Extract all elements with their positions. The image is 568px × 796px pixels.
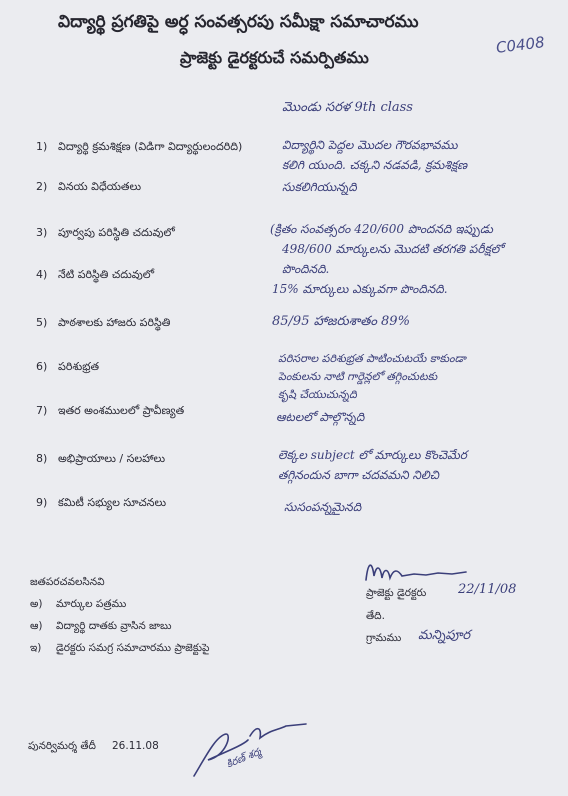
item-2-label: వినయ విధేయతలు [58, 180, 142, 193]
item-8-label: అభిప్రాయాలు / సలహాలు [58, 452, 166, 465]
village-name: మన్నిపూర [418, 628, 471, 643]
director-sign-date: 22/11/08 [458, 582, 517, 597]
item-3-number: 3) [36, 226, 48, 239]
attachment-3-mark: ఇ) [30, 642, 42, 654]
item-4-label: నేటి పరిస్థితి చదువులో [58, 268, 155, 281]
item-1-label: విద్యార్థి క్రమశిక్షణ (విడిగా విద్యార్థులందరిది) [58, 140, 243, 153]
item-8-number: 8) [36, 452, 48, 465]
item-4-number: 4) [36, 268, 48, 281]
attachment-3-text: డైరక్టరు సమగ్ర సమాచారము ప్రాజెక్టుపై [56, 642, 210, 654]
response-6-line-3: కృషి చేయుచున్నది [278, 388, 357, 401]
response-3-line-2: 498/600 మార్కులను మొదటి తరగతి పరీక్షలో [282, 242, 504, 256]
village-label: గ్రామము [366, 632, 402, 644]
attachments-heading: జతపరచవలసినవి [30, 576, 105, 588]
response-5-line-1: 85/95 హాజరుశాతం 89% [272, 314, 410, 329]
response-3-line-3: పొందినది. [282, 262, 330, 276]
response-6-line-2: పెంకులను నాటి గార్డెన్లలో తగ్గించుటకు [278, 370, 438, 383]
attachment-2-mark: ఆ) [30, 620, 43, 632]
attachment-2-text: విద్యార్థి దాతకు వ్రాసిన జాబు [56, 620, 172, 632]
reviewer-signature-text: కిరణ్ శర్మ [225, 746, 263, 771]
report-code: C0408 [495, 33, 546, 57]
response-1-line-3: సుకలిగియున్నది [282, 180, 357, 194]
item-2-number: 2) [36, 180, 48, 193]
report-subtitle: ప్రాజెక్టు డైరక్టరుచే సమర్పితము [180, 48, 369, 67]
item-9-number: 9) [36, 496, 48, 509]
student-name-class: మొండు సరళ 9th class [282, 100, 413, 115]
response-8-line-1: లెక్కల subject లో మార్కులు కొంచెమేర [278, 448, 467, 462]
item-7-number: 7) [36, 404, 48, 417]
response-8-line-2: తగ్గినందున బాగా చదవమని నిలిచి [278, 468, 439, 482]
response-7-line-1: ఆటలలో పాల్గొన్నది [276, 410, 365, 424]
date-label: తేది. [366, 610, 385, 622]
report-title: విద్యార్థి ప్రగతిపై అర్ధ సంవత్సరపు సమీక్షా సమాచారము [58, 12, 419, 32]
review-date: 26.11.08 [112, 740, 159, 752]
response-3-line-1: (క్రితం సంవత్సరం 420/600 పొందనది ఇప్పుడు [270, 222, 493, 236]
attachment-1-mark: అ) [30, 598, 43, 610]
item-7-label: ఇతర అంశములలో ప్రావీణ్యత [58, 404, 185, 417]
item-6-label: పరిశుభ్రత [58, 360, 100, 373]
response-9-line-1: సుసంపన్నమైనది [284, 500, 362, 514]
director-signature [362, 556, 472, 586]
item-1-number: 1) [36, 140, 48, 153]
item-9-label: కమిటీ సభ్యుల సూచనలు [58, 496, 167, 509]
item-6-number: 6) [36, 360, 48, 373]
response-1-line-1: విద్యార్థిని పెద్దల మొదల గౌరవభావము [282, 138, 458, 152]
item-5-label: పాఠశాలకు హాజరు పరిస్థితి [58, 316, 171, 329]
item-3-label: పూర్వపు పరిస్థితి చదువులో [58, 226, 175, 239]
review-label: పునర్విమర్శ తేదీ [28, 740, 96, 752]
response-4-line-1: 15% మార్కులు ఎక్కువగా పొందినది. [272, 282, 448, 296]
item-5-number: 5) [36, 316, 48, 329]
response-1-line-2: కలిగి యుంది. చక్కని నడవడి, క్రమశిక్షణ [282, 158, 468, 172]
response-6-line-1: పరిసరాల పరిశుభ్రత పాటించుటయే కాకుండా [278, 352, 466, 365]
director-role: ప్రాజెక్టు డైరక్టరు [366, 587, 427, 599]
attachment-1-text: మార్కుల పత్రము [56, 598, 127, 610]
